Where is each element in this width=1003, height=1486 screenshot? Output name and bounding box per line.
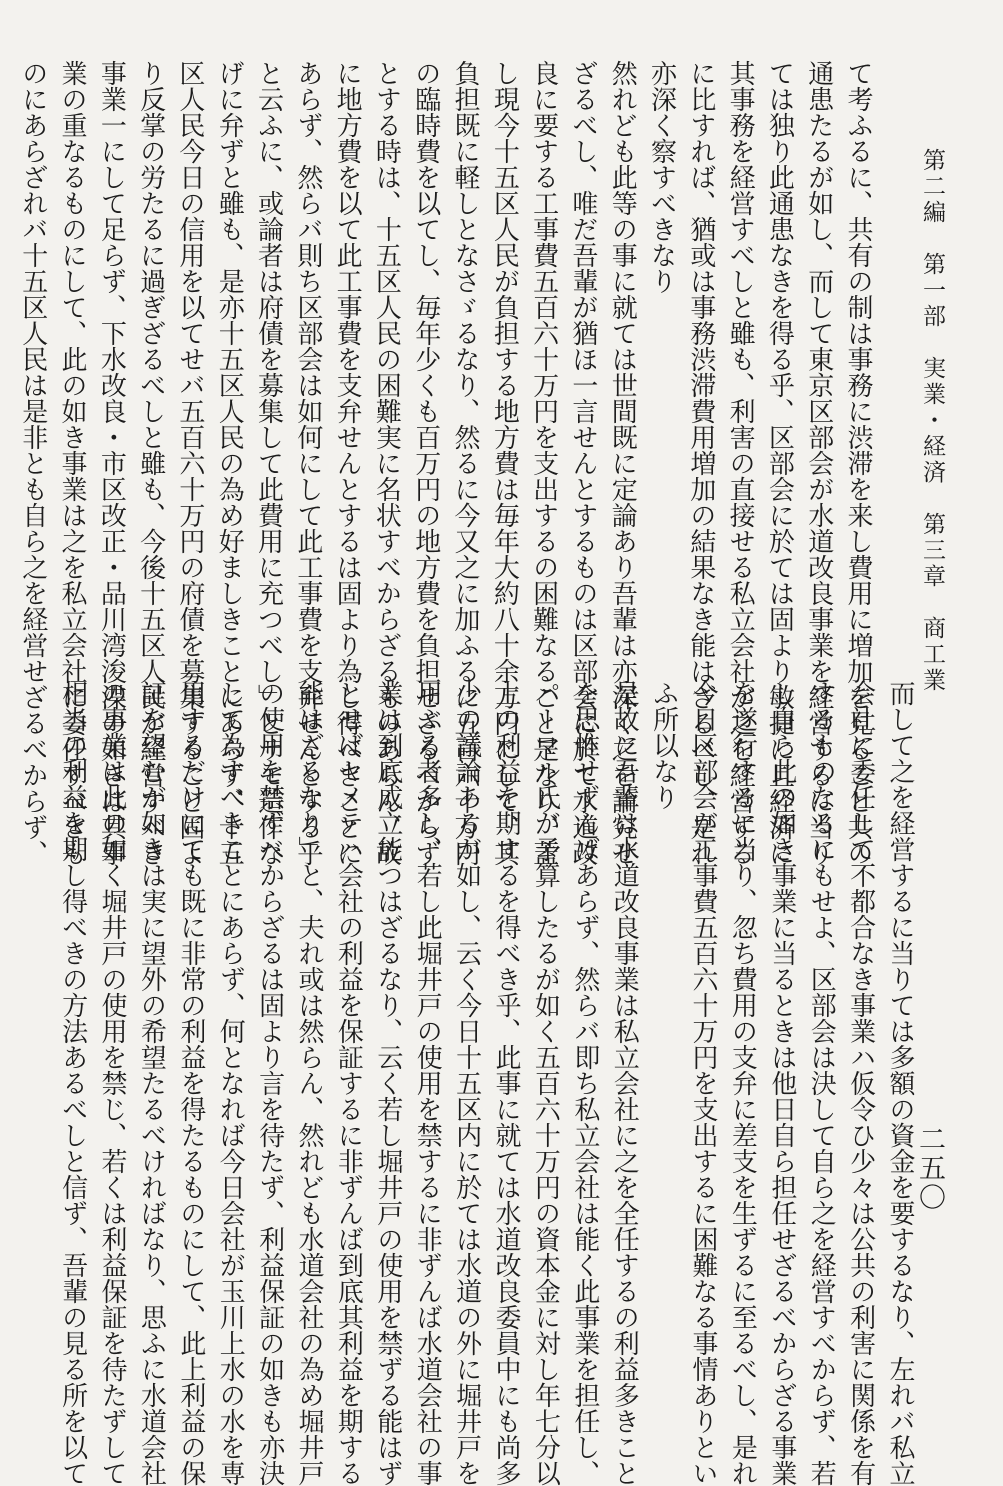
text-column: 亦深く察すべきなり [646,60,677,294]
text-column: に比すれば、猶或は事務渋滞費用増加の結果なき能はざるべし、是れ [685,60,716,866]
text-column: 而して之を経営するに当りては多額の資金を要するなり、左れバ私立 [885,680,915,1486]
text-column: の使用を禁ずべからざるは固より言を待たず、利益保証の如きも亦決 [254,680,285,1486]
text-column: の事業は此の如く堀井戸の使用を禁じ、若くは利益保証を待たずして [97,680,127,1486]
text-column: 負担既に軽しとなさゞるなり、然るに今又之に加ふるに五百六十万円 [450,60,480,866]
text-column: するものなるにもせよ、区部会は決して自ら之を経営すべからず、若 [806,680,837,1486]
text-column: 今日区部会が工事費五百六十万円を支出するに困難なる事情ありとい [688,680,718,1486]
text-column: を遂行するに当り、忽ち費用の支弁に差支を生ずるに至るべし、是れ [727,680,758,1486]
text-column: 事業一にして足らず、下水改良・市区改正・品川湾浚渫の如きは其事 [96,60,127,866]
text-column: 良に要する工事費五百六十万円を支出するの困難なること是なり、蓋 [528,60,559,866]
text-column: 区人民今日の信用を以てせバ五百六十万円の府債を募集すること固よ [174,60,205,866]
text-column: げに弁ずと雖も、是亦十五区人民の為め好ましきことにあらず、十五 [214,60,245,866]
text-column: 会社に委任して不都合なき事業ハ仮令ひ少々は公共の利害に関係を有 [845,680,876,1486]
text-column: 然れども此等の事に就ては世間既に定論あり吾輩は亦深く之を論究せ [607,60,638,866]
text-column: のにあらざれバ十五区人民は是非とも自ら之を経営せざるべからず、 [17,60,48,866]
text-column: あらず、然らバ則ち区部会は如何にして此工事費を支弁せんとする乎 [292,60,323,866]
text-column: の臨時費を以てし、毎年少くも百万円の地方費を負担せざるべからず [410,60,441,866]
page-number: 二五〇 [914,1125,945,1212]
text-column: を思惟せずんばあらず、然らバ即ち私立会社は能く此事業を担任し、 [569,680,600,1486]
text-column: 能はざるなり」と、夫れ或は然らん、然れども水道会社の為め堀井戸 [294,680,324,1486]
text-column: とせばセメテハ会社の利益を保証するに非ずんば到底其利益を期する [333,680,364,1486]
text-column: 用するだけにても既に非常の利益を得たるものにして、此上利益の保 [175,680,206,1486]
text-column: ざるべし、唯だ吾輩が猶ほ一言せんとするものは区部会に於て水道改 [567,60,598,866]
text-column: と云ふに、或論者は府債を募集して此費用に充つべし」とサモ造作な [253,60,284,866]
text-column: とする時は、十五区人民の困難実に名状すべからざるものあらん、故 [371,60,402,866]
text-column: ふ所以なり [648,680,679,810]
text-column: に地方費を以て此工事費を支弁せんとするは固より為し得べきことに [332,60,363,866]
text-column: 少の議論あるが如し、云く今日十五区内に於ては水道の外に堀井戸を [451,680,482,1486]
text-column: 上の利益を期するを得べき乎、此事に就ては水道改良委員中にも尚多 [491,680,521,1486]
text-column: し現今十五区人民が負担する地方費は毎年大約八十余万円にして、其 [489,60,520,866]
text-column: し自ら此の如き事業に当るときは他日自ら担任せざるべからざる事業 [766,680,797,1486]
text-column: 其事務を経営すべしと雖も、利害の直接せる私立会社が之を経営する [725,60,756,866]
text-column: 業は到底成立能つはざるなり、云く若し堀井戸の使用を禁ずる能はず [372,680,403,1486]
text-column: ては独り此通患なきを得る乎、区部会に於ては固より敏捷に且経済に [764,60,795,866]
running-head: 第二編 第一部 実業・経済 第三章 商工業 [919,148,945,694]
text-column: して為すべきことにあらず、何となれば今日会社が玉川上水の水を専 [215,680,246,1486]
text-column: 業の重なるものにして、此の如き事業は之を私立会社に委任すべきも [57,60,87,866]
text-column: 用ふる者多し、若し此堀井戸の使用を禁するに非ずんば水道会社の事 [412,680,443,1486]
text-column: り反掌の労たるに過ぎざるべしと雖も、今後十五区人民が経営すべき [135,60,166,866]
text-column: て考ふるに、共有の制は事務に渋滞を来し費用に増加を見ること共の [843,60,873,866]
text-column: 是故に吾輩は水道改良事業は私立会社に之を全任するの利益多きこと [609,680,640,1486]
text-column: パーマル氏が予算したるが如く五百六十万円の資本金に対し年七分以 [530,680,561,1486]
text-column: 相当の利益を期し得べきの方法あるべしと信ず、吾輩の見る所を以て [57,680,88,1486]
text-column: 証を望むが如きは実に望外の希望たるべければなり、思ふに水道会社 [136,680,167,1486]
text-column: 通患たるが如し、而して東京区部会が水道改良事業を経営するに当り [803,60,834,866]
